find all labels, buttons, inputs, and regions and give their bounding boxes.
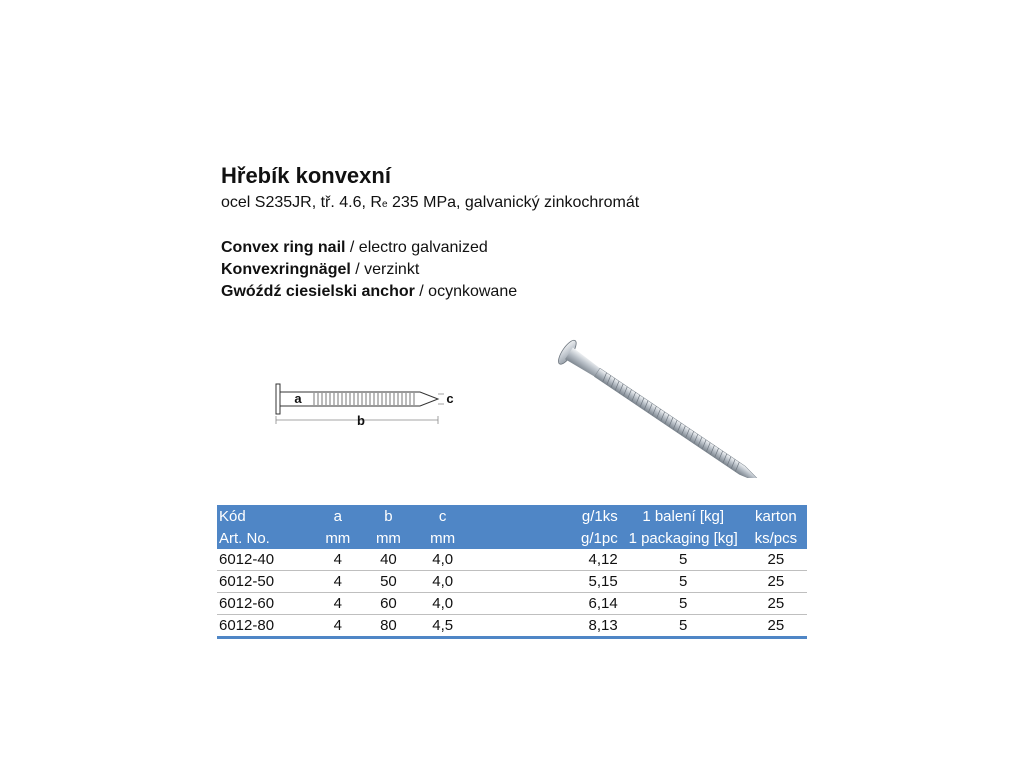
name-en-rest: / electro galvanized [345, 239, 488, 256]
table-row [217, 571, 807, 593]
header-cell: mm [364, 527, 414, 549]
header-cell: 1 packaging [kg] [622, 527, 745, 549]
header-cell: c [413, 505, 472, 527]
header-cell: mm [413, 527, 472, 549]
cell-carton: 25 [745, 615, 807, 638]
cell-a: 4 [312, 549, 364, 571]
product-names [221, 237, 517, 303]
header-cell [472, 505, 554, 527]
cell-weight: 5,15 [554, 571, 622, 593]
cell-gap [472, 571, 554, 593]
subtitle-pre: ocel S235JR, tř. 4.6, [221, 194, 371, 211]
header-cell: Kód [217, 505, 312, 527]
cell-gap [472, 549, 554, 571]
name-de-rest: / verzinkt [350, 261, 420, 278]
cell-a: 4 [312, 615, 364, 638]
diagram-label-a: a [294, 391, 302, 406]
cell-b: 40 [364, 549, 414, 571]
diagram-label-c: c [446, 391, 454, 406]
cell-gap [472, 615, 554, 638]
cell-c: 4,5 [413, 615, 472, 638]
header-cell: b [364, 505, 414, 527]
cell-a: 4 [312, 571, 364, 593]
cell-carton: 25 [745, 593, 807, 615]
cell-code: 6012-80 [217, 615, 312, 638]
cell-c: 4,0 [413, 549, 472, 571]
cell-packaging: 5 [622, 571, 745, 593]
table-row [217, 593, 807, 615]
cell-b: 50 [364, 571, 414, 593]
product-title: Hřebík konvexní [221, 163, 391, 188]
header-cell: g/1pc [554, 527, 622, 549]
subtitle-e-subscript: e [381, 199, 388, 210]
cell-c: 4,0 [413, 571, 472, 593]
table-row [217, 549, 807, 571]
header-cell [472, 527, 554, 549]
subtitle-post: 235 MPa, galvanický zinkochromát [387, 194, 640, 211]
name-line-en [221, 237, 517, 259]
cell-gap [472, 593, 554, 615]
nail-diagram [270, 382, 470, 428]
header-cell: g/1ks [554, 505, 622, 527]
table-header-row [217, 527, 807, 549]
name-de-bold: Konvexringnägel [221, 261, 351, 278]
cell-code: 6012-40 [217, 549, 312, 571]
cell-code: 6012-50 [217, 571, 312, 593]
product-subtitle [221, 194, 639, 212]
cell-packaging: 5 [622, 593, 745, 615]
cell-packaging: 5 [622, 615, 745, 638]
diagram-label-b: b [357, 413, 365, 428]
cell-weight: 8,13 [554, 615, 622, 638]
cell-carton: 25 [745, 549, 807, 571]
cell-packaging: 5 [622, 549, 745, 571]
name-pl-rest: / ocynkowane [414, 283, 518, 300]
cell-a: 4 [312, 593, 364, 615]
table-header-row [217, 505, 807, 527]
name-line-de [221, 259, 517, 281]
cell-weight: 6,14 [554, 593, 622, 615]
cell-weight: 4,12 [554, 549, 622, 571]
table-row [217, 615, 807, 638]
nail-photo [548, 328, 788, 478]
name-line-pl [221, 281, 517, 303]
cell-b: 80 [364, 615, 414, 638]
subtitle-r: R [370, 194, 382, 211]
header-cell: karton [745, 505, 807, 527]
header-cell: 1 balení [kg] [622, 505, 745, 527]
cell-code: 6012-60 [217, 593, 312, 615]
cell-c: 4,0 [413, 593, 472, 615]
cell-b: 60 [364, 593, 414, 615]
cell-carton: 25 [745, 571, 807, 593]
header-cell: Art. No. [217, 527, 312, 549]
header-cell: a [312, 505, 364, 527]
header-cell: mm [312, 527, 364, 549]
name-pl-bold: Gwóźdź ciesielski anchor [221, 283, 415, 300]
name-en-bold: Convex ring nail [221, 239, 346, 256]
header-cell: ks/pcs [745, 527, 807, 549]
spec-table [217, 505, 807, 639]
